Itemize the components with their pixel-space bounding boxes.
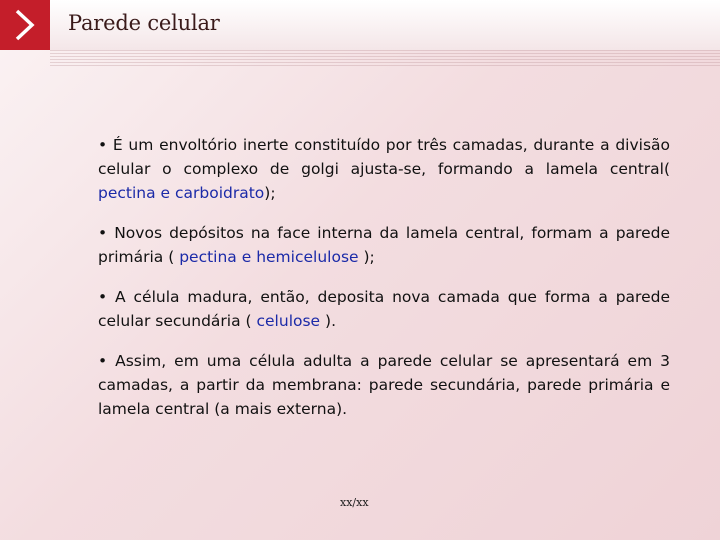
highlighted-term: celulose (256, 312, 321, 330)
highlighted-term: pectina e hemicelulose (179, 248, 359, 266)
slide-body (98, 133, 670, 437)
bullet-marker: • (98, 352, 108, 370)
bullet-paragraph (98, 133, 670, 205)
bullet-marker: • (98, 136, 108, 154)
bullet-marker: • (98, 224, 108, 242)
bullet-paragraph (98, 349, 670, 421)
header-divider (50, 50, 720, 68)
paragraph-text: Novos depósitos na face interna da lamela central, formam a parede primária ( (98, 224, 670, 266)
paragraph-text: ). (320, 312, 336, 330)
bullet-paragraph (98, 285, 670, 333)
paragraph-text: Assim, em uma célula adulta a parede celular se apresentará em 3 camadas, a partir da membrana: parede secundária, parede primária e lamela central (a mais externa). (98, 352, 670, 418)
slide-title: Parede celular (68, 11, 220, 35)
paragraph-text: ); (264, 184, 276, 202)
paragraph-text: É um envoltório inerte constituído por três camadas, durante a divisão celular o complexo de golgi ajusta-se, formando a lamela central( (98, 136, 670, 178)
bullet-paragraph (98, 221, 670, 269)
slide-header (0, 0, 720, 50)
page-number: xx/xx (340, 496, 369, 509)
highlighted-term: pectina e carboidrato (98, 184, 265, 202)
bullet-marker: • (98, 288, 108, 306)
chevron-right-icon (0, 0, 50, 50)
paragraph-text: ); (358, 248, 375, 266)
paragraph-text: A célula madura, então, deposita nova camada que forma a parede celular secundária ( (98, 288, 670, 330)
